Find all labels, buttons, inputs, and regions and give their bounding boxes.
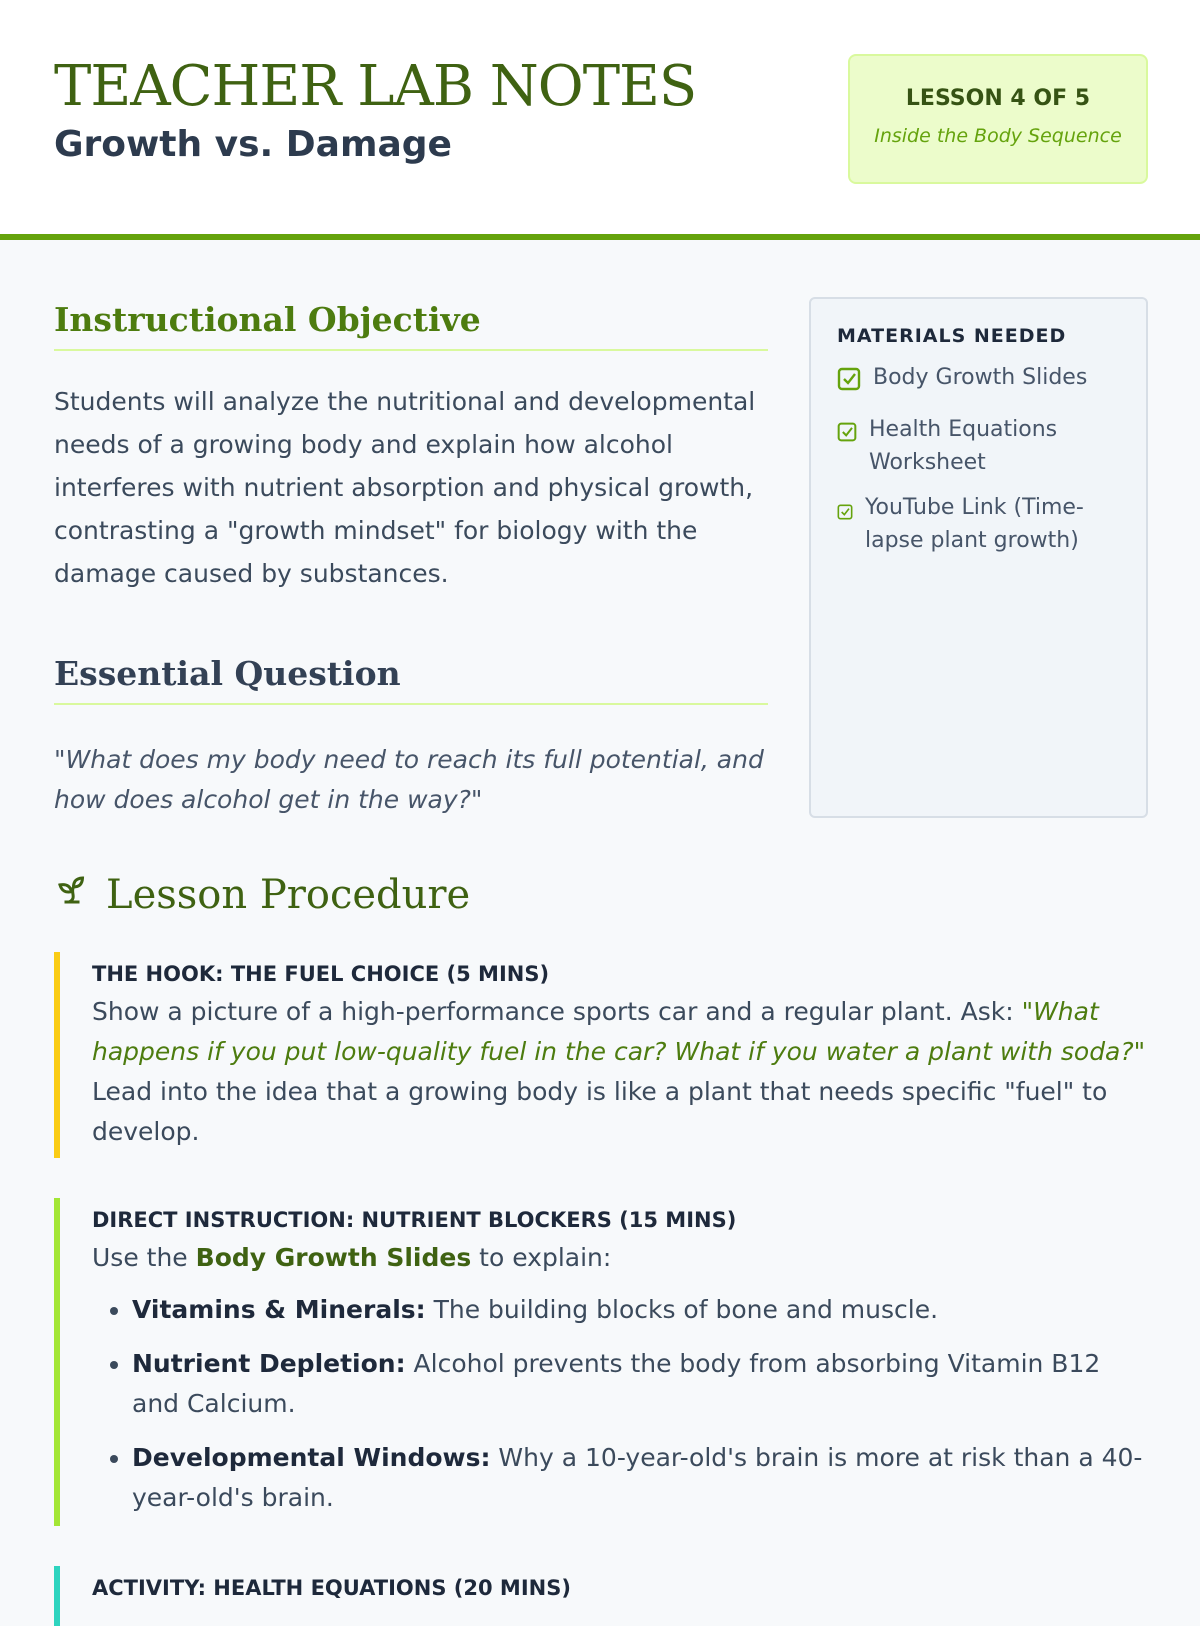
lesson-badge bbox=[848, 54, 1148, 184]
list-text: Alcohol prevents the body from absorbing Vitamin B12 and Calcium. bbox=[132, 1349, 1101, 1418]
list-item bbox=[132, 1344, 1148, 1424]
page-title: TEACHER LAB NOTES bbox=[54, 54, 697, 119]
procedure-heading bbox=[54, 872, 470, 918]
step-text bbox=[92, 992, 1148, 1152]
material-label: Body Growth Slides bbox=[873, 365, 1088, 390]
checkbox-icon bbox=[837, 367, 861, 401]
checkbox-icon bbox=[837, 419, 857, 452]
procedure-step-instruction bbox=[54, 1198, 1148, 1526]
essential-question-text: "What does my body need to reach its full potential, and how does alcohol get in the way?" bbox=[54, 745, 764, 814]
list-text: The building blocks of bone and muscle. bbox=[425, 1295, 939, 1324]
lesson-sequence: Inside the Body Sequence bbox=[874, 125, 1122, 147]
step-title: ACTIVITY: HEALTH EQUATIONS (20 MINS) bbox=[92, 1576, 571, 1600]
list-item bbox=[132, 1290, 1148, 1330]
procedure-step-activity bbox=[54, 1566, 1148, 1626]
material-item bbox=[837, 413, 1120, 479]
step-title: THE HOOK: THE FUEL CHOICE (5 MINS) bbox=[92, 962, 550, 986]
slides-reference: Body Growth Slides bbox=[195, 1243, 472, 1272]
step-text-part: Use the bbox=[92, 1243, 196, 1272]
procedure-step-hook bbox=[54, 952, 1148, 1158]
step-text bbox=[92, 1238, 1148, 1278]
objective-heading: Instructional Objective bbox=[54, 300, 768, 351]
lesson-number: LESSON 4 OF 5 bbox=[905, 86, 1091, 111]
page-subtitle: Growth vs. Damage bbox=[54, 124, 452, 165]
materials-panel bbox=[809, 297, 1148, 818]
list-term: Vitamins & Minerals: bbox=[132, 1295, 426, 1324]
step-title: DIRECT INSTRUCTION: NUTRIENT BLOCKERS (15 MINS) bbox=[92, 1208, 737, 1232]
material-item bbox=[837, 361, 1120, 401]
list-term: Nutrient Depletion: bbox=[132, 1349, 406, 1378]
procedure-title: Lesson Procedure bbox=[106, 872, 471, 918]
material-label: YouTube Link (Time-lapse plant growth) bbox=[865, 495, 1084, 553]
step-quote: "What happens if you put low-quality fuel in the car? What if you water a plant with soda?" bbox=[92, 997, 1146, 1066]
page-header bbox=[0, 0, 1200, 240]
material-label: Health Equations Worksheet bbox=[869, 417, 1058, 475]
material-item bbox=[837, 491, 1120, 557]
checkbox-icon bbox=[837, 497, 853, 530]
materials-heading: MATERIALS NEEDED bbox=[837, 325, 1067, 347]
step-text-part: Lead into the idea that a growing body is like a plant that needs specific "fuel" to develop. bbox=[92, 1077, 1108, 1146]
step-text-part: Show a picture of a high-performance sports car and a regular plant. Ask: bbox=[92, 997, 1022, 1026]
step-text-part: to explain: bbox=[471, 1243, 612, 1272]
list-item bbox=[132, 1438, 1148, 1518]
sprout-icon bbox=[54, 872, 90, 918]
list-text: Why a 10-year-old's brain is more at risk than a 40-year-old's brain. bbox=[132, 1443, 1143, 1512]
objective-text: Students will analyze the nutritional and developmental needs of a growing body and explain how alcohol interferes with nutrient absorption and physical growth, contrasting a "growth mindset" for biology with the damage caused by substances. bbox=[54, 387, 756, 588]
essential-question-heading: Essential Question bbox=[54, 654, 768, 705]
instruction-list bbox=[92, 1290, 1148, 1518]
list-term: Developmental Windows: bbox=[132, 1443, 491, 1472]
